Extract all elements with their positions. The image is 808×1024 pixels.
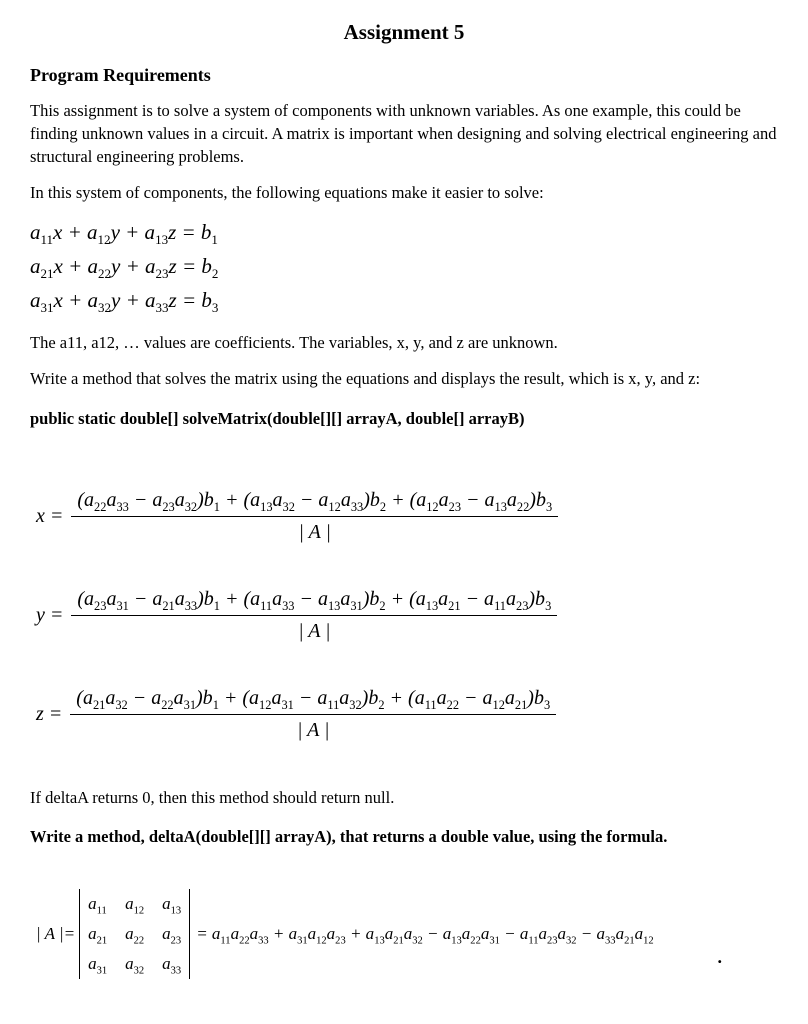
fraction-y-numerator: $(a_{23}a_{31} - a_{21}a_{33})b_1 + (a_{11}a_{33} - a_{13}a_{31})b_2 + (a_{13}a_{21} - a_{11}a_{23})b_3$ [71,588,557,616]
formula-y [36,588,778,643]
equation-row-3: $a_{31}x + a_{32}y + a_{33}z = b_3$ [30,288,219,316]
formula-y-lhs: y = [36,603,64,626]
determinant-matrix [79,889,190,979]
formula-z-lhs: z = [36,702,63,725]
matrix-cell: $a_{31}$ [88,953,108,977]
fraction-x-denominator: | A | [298,520,332,543]
paragraph-coefficients: The a11, a12, … values are coefficients. The variables, x, y, and z are unknown. [30,333,558,353]
fraction-x [71,489,558,544]
matrix-cell: $a_{33}$ [162,953,182,977]
method-signature: public static double[] solveMatrix(double[][] arrayA, double[] arrayB) [30,408,525,428]
fraction-z-numerator: $(a_{21}a_{32} - a_{22}a_{31})b_1 + (a_{12}a_{31} - a_{11}a_{32})b_2 + (a_{11}a_{22} - a_{12}a_{21})b_3$ [70,687,556,715]
paragraph-system: In this system of components, the following equations make it easier to solve: [30,183,544,203]
matrix-cell: $a_{21}$ [88,923,108,947]
equation-row-2: $a_{21}x + a_{22}y + a_{23}z = b_2$ [30,254,219,282]
equation-block [30,220,778,316]
matrix-cell: $a_{32}$ [125,953,145,977]
formula-x-lhs: x = [36,504,64,527]
delta-method-instruction: Write a method, deltaA(double[][] arrayA), that returns a double value, using the formula. [30,826,668,846]
trailing-period: . [717,947,722,967]
equation-row-1: $a_{11}x + a_{12}y + a_{13}z = b_1$ [30,220,218,248]
fraction-z-denominator: | A | [296,718,330,741]
formula-x [36,489,778,544]
formula-z [36,687,778,742]
determinant-formula [36,889,778,979]
matrix-cell: $a_{11}$ [88,893,107,917]
page-title: Assignment 5 [343,20,465,44]
matrix-cell: $a_{13}$ [162,893,182,917]
paragraph-intro: This assignment is to solve a system of components with unknown variables. As one example, this could be finding unknown values in a circuit. A matrix is important when designing and solving electrical engineering and structural engineering problems. [30,101,777,167]
matrix-cell: $a_{23}$ [162,923,182,947]
solution-formulas [36,489,778,742]
determinant-lhs: | A |= [36,923,76,943]
section-heading: Program Requirements [30,65,211,85]
determinant-expansion: = $a_{11}a_{22}a_{33} + a_{31}a_{12}a_{23} + a_{13}a_{21}a_{32} - a_{13}a_{22}a_{31} - a_{11}a_{23}a_{32} - a_{33}a_{21}a_{12}$ [196,923,654,947]
paragraph-write-method: Write a method that solves the matrix using the equations and displays the result, which is x, y, and z: [30,369,701,389]
fraction-x-numerator: $(a_{22}a_{33} - a_{23}a_{32})b_1 + (a_{13}a_{32} - a_{12}a_{33})b_2 + (a_{12}a_{23} - a_{13}a_{22})b_3$ [71,489,558,517]
fraction-z [70,687,556,742]
fraction-y-denominator: | A | [298,619,331,642]
fraction-y [71,588,557,643]
matrix-cell: $a_{12}$ [125,893,145,917]
matrix-cell: $a_{22}$ [125,923,145,947]
paragraph-delta-null: If deltaA returns 0, then this method should return null. [30,787,395,807]
